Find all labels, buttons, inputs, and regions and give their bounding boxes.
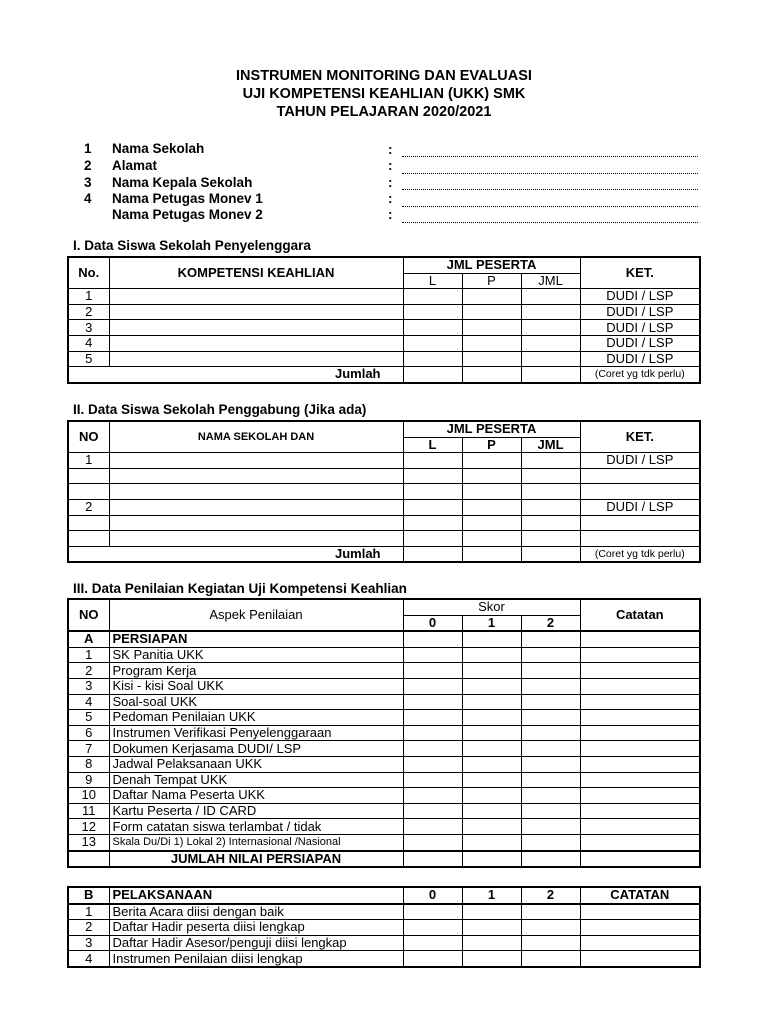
catatan-cell[interactable] [580, 851, 700, 868]
catatan-cell[interactable] [580, 904, 700, 920]
score-cell[interactable] [403, 819, 462, 835]
cell[interactable] [521, 546, 580, 562]
score-cell[interactable] [462, 904, 521, 920]
row-no: 13 [68, 834, 109, 850]
header-l: L [403, 437, 462, 453]
row-no: 12 [68, 819, 109, 835]
score-cell[interactable] [403, 694, 462, 710]
cell[interactable] [109, 499, 403, 515]
jumlah-label: Jumlah [68, 367, 403, 383]
score-cell[interactable] [462, 663, 521, 679]
cell[interactable] [521, 335, 580, 351]
score-cell[interactable] [403, 834, 462, 850]
score-cell[interactable] [462, 819, 521, 835]
row-no [68, 515, 109, 531]
identity-no: 1 [84, 141, 92, 156]
cell[interactable] [109, 289, 403, 305]
cell[interactable] [521, 499, 580, 515]
header-ket: KET. [580, 257, 700, 289]
cell[interactable] [462, 304, 521, 320]
row-no: 3 [68, 320, 109, 336]
catatan-cell[interactable] [580, 647, 700, 663]
cell[interactable] [109, 515, 403, 531]
row-ket: DUDI / LSP [580, 453, 700, 469]
header-l: L [403, 273, 462, 289]
row-label: Denah Tempat UKK [109, 772, 403, 788]
row-no [68, 484, 109, 500]
score-cell[interactable] [462, 772, 521, 788]
table-row [68, 663, 700, 679]
total-row [68, 851, 700, 868]
identity-label: Nama Sekolah [112, 141, 205, 156]
header-catatan: CATATAN [580, 887, 700, 904]
score-cell[interactable] [521, 647, 580, 663]
identity-label: Nama Petugas Monev 1 [112, 191, 263, 206]
table-row [68, 951, 700, 967]
row-no: 3 [68, 678, 109, 694]
score-cell[interactable] [521, 663, 580, 679]
cell[interactable] [403, 335, 462, 351]
catatan-cell[interactable] [580, 725, 700, 741]
section-1-title: I. Data Siswa Sekolah Penyelenggara [73, 238, 311, 253]
row-label: Skala Du/Di 1) Lokal 2) Internasional /Nasional [109, 834, 403, 850]
row-label: Instrumen Penilaian diisi lengkap [109, 951, 403, 967]
header-skor: Skor [403, 599, 580, 615]
score-cell[interactable] [521, 935, 580, 951]
score-cell[interactable] [521, 710, 580, 726]
row-no: 1 [68, 453, 109, 469]
score-cell[interactable] [403, 663, 462, 679]
score-cell[interactable] [403, 772, 462, 788]
cell[interactable] [462, 351, 521, 367]
identity-colon: : [388, 142, 393, 157]
score-cell[interactable] [521, 851, 580, 868]
cell[interactable] [462, 453, 521, 469]
group-label: PELAKSANAAN [109, 887, 403, 904]
table-row [68, 289, 700, 305]
identity-colon: : [388, 207, 393, 222]
section-3-table [67, 598, 701, 868]
jumlah-row [68, 546, 700, 562]
row-label: Daftar Nama Peserta UKK [109, 788, 403, 804]
cell[interactable] [521, 351, 580, 367]
catatan-cell[interactable] [580, 772, 700, 788]
group-code: A [68, 631, 109, 647]
table-row [68, 803, 700, 819]
cell[interactable] [403, 351, 462, 367]
cell[interactable] [109, 320, 403, 336]
cell[interactable] [403, 531, 462, 547]
title-line-3: TAHUN PELAJARAN 2020/2021 [276, 104, 492, 120]
cell[interactable] [462, 515, 521, 531]
section-3-title: III. Data Penilaian Kegiatan Uji Kompetensi Keahlian [73, 581, 407, 596]
score-cell[interactable] [403, 725, 462, 741]
score-cell[interactable] [403, 851, 462, 868]
document-title [0, 67, 768, 121]
table-row [68, 710, 700, 726]
table-row [68, 320, 700, 336]
header-score-0: 0 [403, 887, 462, 904]
cell[interactable] [403, 320, 462, 336]
identity-label: Nama Petugas Monev 2 [112, 207, 263, 222]
cell[interactable] [521, 304, 580, 320]
header-score-0: 0 [403, 615, 462, 631]
row-ket: DUDI / LSP [580, 335, 700, 351]
score-cell[interactable] [403, 756, 462, 772]
cell[interactable] [521, 484, 580, 500]
header-no: No. [68, 257, 109, 289]
catatan-cell[interactable] [580, 788, 700, 804]
score-cell[interactable] [521, 819, 580, 835]
header-score-2: 2 [521, 887, 580, 904]
identity-colon: : [388, 191, 393, 206]
table-row [68, 484, 700, 500]
score-cell[interactable] [521, 920, 580, 936]
row-no: 5 [68, 351, 109, 367]
title-line-2: UJI KOMPETENSI KEAHLIAN (UKK) SMK [242, 86, 526, 102]
score-cell[interactable] [403, 647, 462, 663]
table-row [68, 678, 700, 694]
row-label: Form catatan siswa terlambat / tidak [109, 819, 403, 835]
catatan-cell[interactable] [580, 819, 700, 835]
header-kompetensi: KOMPETENSI KEAHLIAN [109, 257, 403, 289]
score-cell[interactable] [462, 694, 521, 710]
score-cell[interactable] [521, 834, 580, 850]
score-cell[interactable] [462, 788, 521, 804]
row-label: Dokumen Kerjasama DUDI/ LSP [109, 741, 403, 757]
row-ket: DUDI / LSP [580, 304, 700, 320]
section-1-table [67, 256, 701, 384]
jumlah-label: Jumlah [68, 546, 403, 562]
table-row [68, 468, 700, 484]
row-label: Daftar Hadir peserta diisi lengkap [109, 920, 403, 936]
cell[interactable] [462, 320, 521, 336]
section-2-table [67, 420, 701, 563]
row-no: 7 [68, 741, 109, 757]
table-row [68, 351, 700, 367]
cell[interactable] [462, 484, 521, 500]
row-no: 6 [68, 725, 109, 741]
row-label: Kartu Peserta / ID CARD [109, 803, 403, 819]
cell[interactable] [403, 546, 462, 562]
cell[interactable] [109, 484, 403, 500]
row-ket [580, 484, 700, 500]
cell[interactable] [109, 304, 403, 320]
row-no: 4 [68, 951, 109, 967]
group-label: PERSIAPAN [109, 631, 403, 647]
row-ket: DUDI / LSP [580, 289, 700, 305]
table-row [68, 725, 700, 741]
header-nama-sekolah: NAMA SEKOLAH DAN [109, 421, 403, 453]
row-no: 5 [68, 710, 109, 726]
score-cell[interactable] [521, 678, 580, 694]
row-no: 11 [68, 803, 109, 819]
cell[interactable] [462, 546, 521, 562]
score-cell[interactable] [462, 920, 521, 936]
table-row [68, 819, 700, 835]
row-no: 9 [68, 772, 109, 788]
header-p: P [462, 437, 521, 453]
row-label: Jadwal Pelaksanaan UKK [109, 756, 403, 772]
coret-note: (Coret yg tdk perlu) [580, 546, 700, 562]
header-score-1: 1 [462, 615, 521, 631]
score-cell[interactable] [462, 647, 521, 663]
score-cell[interactable] [521, 803, 580, 819]
identity-label: Nama Kepala Sekolah [112, 175, 253, 190]
total-label: JUMLAH NILAI PERSIAPAN [109, 851, 403, 868]
cell[interactable] [403, 304, 462, 320]
row-no: 8 [68, 756, 109, 772]
table-row [68, 834, 700, 850]
row-label: Pedoman Penilaian UKK [109, 710, 403, 726]
score-cell[interactable] [403, 803, 462, 819]
cell[interactable] [521, 453, 580, 469]
header-jml: JML [521, 437, 580, 453]
header-ket: KET. [580, 421, 700, 453]
row-no: 1 [68, 647, 109, 663]
cell[interactable] [521, 289, 580, 305]
score-cell[interactable] [521, 904, 580, 920]
cell[interactable] [462, 531, 521, 547]
table-row [68, 335, 700, 351]
cell[interactable] [403, 453, 462, 469]
row-ket [580, 468, 700, 484]
header-catatan: Catatan [580, 599, 700, 631]
cell[interactable] [462, 289, 521, 305]
section-b-table [67, 886, 701, 968]
section-2-title: II. Data Siswa Sekolah Penggabung (Jika ada) [73, 402, 367, 417]
score-cell[interactable] [521, 725, 580, 741]
score-cell[interactable] [521, 694, 580, 710]
score-cell[interactable] [462, 678, 521, 694]
cell[interactable] [521, 320, 580, 336]
score-cell[interactable] [403, 710, 462, 726]
score-cell[interactable] [462, 803, 521, 819]
row-label: Kisi - kisi Soal UKK [109, 678, 403, 694]
header-jml-peserta: JML PESERTA [403, 421, 580, 437]
table-row [68, 788, 700, 804]
score-cell[interactable] [403, 935, 462, 951]
cell[interactable] [521, 515, 580, 531]
cell[interactable] [109, 531, 403, 547]
identity-colon: : [388, 175, 393, 190]
score-cell[interactable] [403, 920, 462, 936]
cell[interactable] [403, 484, 462, 500]
cell[interactable] [403, 499, 462, 515]
identity-no: 2 [84, 158, 92, 173]
catatan-cell[interactable] [580, 834, 700, 850]
row-no: 1 [68, 289, 109, 305]
score-cell[interactable] [462, 851, 521, 868]
catatan-cell[interactable] [580, 935, 700, 951]
score-cell[interactable] [403, 741, 462, 757]
row-label: SK Panitia UKK [109, 647, 403, 663]
catatan-cell[interactable] [580, 694, 700, 710]
cell[interactable] [521, 367, 580, 383]
header-score-2: 2 [521, 615, 580, 631]
cell[interactable] [462, 367, 521, 383]
row-no [68, 468, 109, 484]
row-no: 4 [68, 694, 109, 710]
row-ket [580, 515, 700, 531]
petugas-monev-2-field[interactable] [402, 221, 698, 223]
row-ket: DUDI / LSP [580, 499, 700, 515]
score-cell[interactable] [462, 834, 521, 850]
row-no: 10 [68, 788, 109, 804]
catatan-cell[interactable] [580, 803, 700, 819]
group-code: B [68, 887, 109, 904]
row-ket: DUDI / LSP [580, 320, 700, 336]
score-cell[interactable] [462, 756, 521, 772]
table-row [68, 772, 700, 788]
row-label: Instrumen Verifikasi Penyelenggaraan [109, 725, 403, 741]
group-row [68, 631, 700, 647]
header-aspek: Aspek Penilaian [109, 599, 403, 631]
score-cell[interactable] [403, 678, 462, 694]
cell[interactable] [462, 499, 521, 515]
score-cell[interactable] [521, 788, 580, 804]
row-no [68, 531, 109, 547]
cell[interactable] [109, 335, 403, 351]
title-line-1: INSTRUMEN MONITORING DAN EVALUASI [236, 68, 532, 84]
cell[interactable] [403, 367, 462, 383]
identity-label: Alamat [112, 158, 158, 173]
score-cell[interactable] [521, 951, 580, 967]
header-score-1: 1 [462, 887, 521, 904]
identity-no: 4 [84, 191, 92, 206]
score-cell[interactable] [462, 935, 521, 951]
table-row [68, 515, 700, 531]
score-cell[interactable] [462, 741, 521, 757]
jumlah-row [68, 367, 700, 383]
cell[interactable] [403, 468, 462, 484]
cell[interactable] [109, 468, 403, 484]
table-row [68, 647, 700, 663]
header-no: NO [68, 421, 109, 453]
catatan-cell[interactable] [580, 678, 700, 694]
header-jml-peserta: JML PESERTA [403, 257, 580, 273]
header-no: NO [68, 599, 109, 631]
row-no: 2 [68, 304, 109, 320]
row-no: 3 [68, 935, 109, 951]
score-cell[interactable] [521, 756, 580, 772]
row-label: Soal-soal UKK [109, 694, 403, 710]
table-row [68, 453, 700, 469]
table-row [68, 904, 700, 920]
table-row [68, 531, 700, 547]
row-label: Berita Acara diisi dengan baik [109, 904, 403, 920]
catatan-cell[interactable] [580, 756, 700, 772]
row-ket [580, 531, 700, 547]
row-no: 4 [68, 335, 109, 351]
score-cell[interactable] [403, 788, 462, 804]
row-no: 2 [68, 920, 109, 936]
petugas-monev-1-field[interactable] [402, 205, 698, 207]
score-cell[interactable] [521, 741, 580, 757]
cell[interactable] [521, 468, 580, 484]
header-p: P [462, 273, 521, 289]
nama-sekolah-field[interactable] [402, 155, 698, 157]
row-no: 1 [68, 904, 109, 920]
kepala-sekolah-field[interactable] [402, 188, 698, 190]
row-label: Program Kerja [109, 663, 403, 679]
cell[interactable] [109, 351, 403, 367]
table-row [68, 935, 700, 951]
cell[interactable] [462, 468, 521, 484]
score-cell[interactable] [403, 904, 462, 920]
table-row [68, 756, 700, 772]
alamat-field[interactable] [402, 172, 698, 174]
table-row [68, 694, 700, 710]
cell[interactable] [521, 531, 580, 547]
score-cell[interactable] [462, 951, 521, 967]
score-cell[interactable] [521, 772, 580, 788]
table-row [68, 741, 700, 757]
identity-no: 3 [84, 175, 92, 190]
header-jml: JML [521, 273, 580, 289]
table-row [68, 499, 700, 515]
row-no: 2 [68, 663, 109, 679]
table-row [68, 920, 700, 936]
score-cell[interactable] [403, 951, 462, 967]
coret-note: (Coret yg tdk perlu) [580, 367, 700, 383]
table-row [68, 304, 700, 320]
score-cell[interactable] [462, 710, 521, 726]
catatan-cell[interactable] [580, 710, 700, 726]
score-cell[interactable] [462, 725, 521, 741]
catatan-cell[interactable] [580, 663, 700, 679]
cell[interactable] [462, 335, 521, 351]
row-ket: DUDI / LSP [580, 351, 700, 367]
cell[interactable] [403, 289, 462, 305]
identity-colon: : [388, 158, 393, 173]
catatan-cell[interactable] [580, 920, 700, 936]
row-no: 2 [68, 499, 109, 515]
cell[interactable] [109, 453, 403, 469]
catatan-cell[interactable] [580, 741, 700, 757]
catatan-cell[interactable] [580, 951, 700, 967]
cell[interactable] [403, 515, 462, 531]
row-label: Daftar Hadir Asesor/penguji diisi lengkap [109, 935, 403, 951]
